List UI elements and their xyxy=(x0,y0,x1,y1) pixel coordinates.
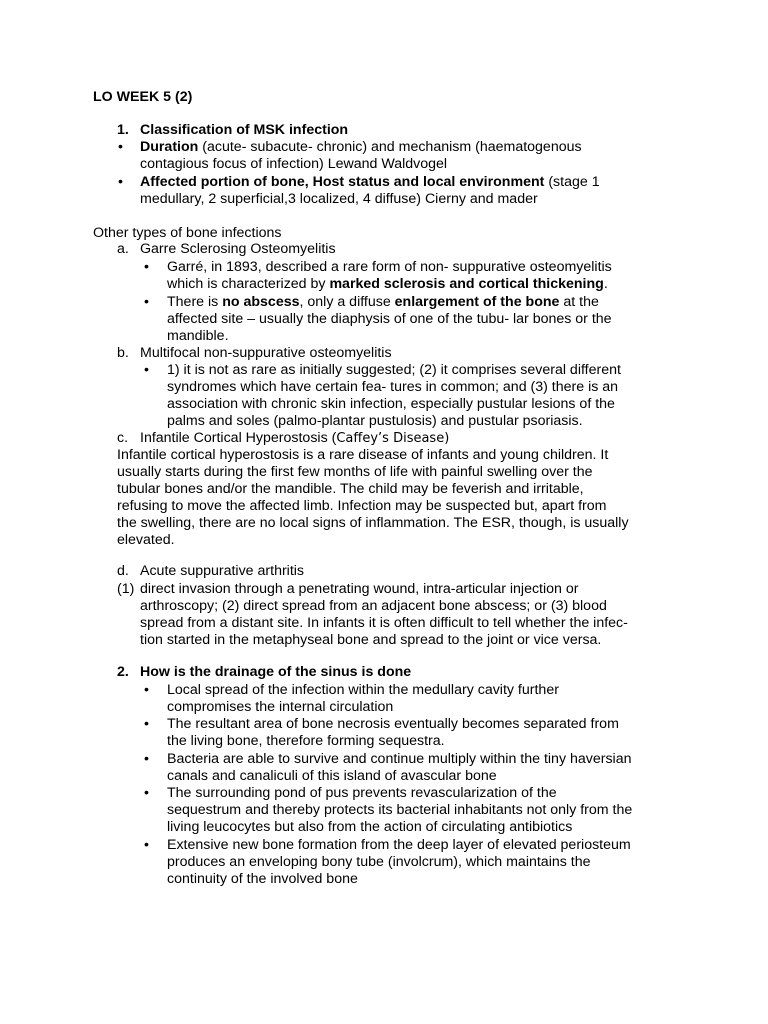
bullet-icon: • xyxy=(144,294,149,310)
item-d-title: Acute suppurative arthritis xyxy=(140,563,305,579)
item-d-line: arthroscopy; (2) direct spread from an adjacent bone abscess; or (3) blood xyxy=(140,598,607,614)
q2-bullet-line: compromises the internal circulation xyxy=(167,699,394,715)
item-a-bullet1-line2 xyxy=(167,276,608,293)
text-span: at the xyxy=(559,294,599,310)
q1-bullet-duration-line2: contagious focus of infection) Lewand Waldvogel xyxy=(140,156,448,172)
other-types-intro: Other types of bone infections xyxy=(93,225,282,241)
item-a-label: a. xyxy=(117,241,129,257)
item-b-label: b. xyxy=(117,345,129,361)
item-b-line: syndromes which have certain fea- tures in common; and (3) there is an xyxy=(167,379,619,395)
bold-term: enlargement of the bone xyxy=(394,294,560,310)
q2-bullet-line: Local spread of the infection within the medullary cavity further xyxy=(167,682,559,698)
bullet-text: (stage 1 xyxy=(544,174,600,190)
item-c-label: c. xyxy=(117,430,129,446)
q1-bullet-duration xyxy=(140,139,582,156)
q2-bullet-line: continuity of the involved bone xyxy=(167,871,358,887)
q1-bullet-affected-line2: medullary, 2 superficial,3 localized, 4 diffuse) Cierny and mader xyxy=(140,191,538,207)
item-a-bullet2-line1 xyxy=(167,294,599,311)
q2-bullet-line: Extensive new bone formation from the deep layer of elevated periosteum xyxy=(167,837,631,853)
item-b-line: palms and soles (palmo-plantar pustulosis) and pustular psoriasis. xyxy=(167,413,583,429)
q2-bullet-line: The surrounding pond of pus prevents revascularization of the xyxy=(167,785,557,801)
bullet-icon: • xyxy=(144,837,149,853)
bullet-icon: • xyxy=(144,716,149,732)
item-b-line: association with chronic skin infection, especially pustular lesions of the xyxy=(167,396,615,412)
text-span: which is characterized by xyxy=(167,276,330,292)
item-a-bullet1-line1: Garré, in 1893, described a rare form of non- suppurative osteomyelitis xyxy=(167,259,612,275)
item-a-bullet2-line2: affected site – usually the diaphysis of one of the tubu- lar bones or the xyxy=(167,311,612,327)
bullet-icon: • xyxy=(144,362,149,378)
item-c-line: Infantile cortical hyperostosis is a rare disease of infants and young children. It xyxy=(117,447,609,463)
bullet-icon: • xyxy=(118,139,123,155)
q2-bullet-line: canals and canaliculi of this island of avascular bone xyxy=(167,768,497,784)
q1-bullet-affected xyxy=(140,174,600,191)
item-c-line: elevated. xyxy=(117,532,175,548)
bullet-icon: • xyxy=(144,751,149,767)
bold-term: no abscess xyxy=(222,294,300,310)
q2-bullet-line: produces an enveloping bony tube (involcrum), which maintains the xyxy=(167,854,591,870)
text-span: Infantile Cortical Hyperostosis ( xyxy=(140,430,337,446)
item-b-title: Multifocal non-suppurative osteomyelitis xyxy=(140,345,392,361)
q2-bullet-line: The resultant area of bone necrosis eventually becomes separated from xyxy=(167,716,619,732)
q2-heading: How is the drainage of the sinus is done xyxy=(140,664,412,680)
item-d-line: spread from a distant site. In infants it is often difficult to tell whether the infec- xyxy=(140,615,628,631)
item-c-line: the swelling, there are no local signs of inflammation. The ESR, though, is usually xyxy=(117,515,629,531)
text-span: Caffey’s Disease) xyxy=(336,431,450,446)
item-c-title xyxy=(140,430,449,447)
bullet-icon: • xyxy=(144,259,149,275)
bullet-icon: • xyxy=(118,174,123,190)
q2-bullet-line: the living bone, therefore forming sequestra. xyxy=(167,733,445,749)
bold-term: Affected portion of bone, Host status and local environment xyxy=(140,174,545,190)
text-span: , only a diffuse xyxy=(299,294,395,310)
bold-term: Duration xyxy=(140,139,199,155)
q2-bullet-line: living leucocytes but also from the action of circulating antibiotics xyxy=(167,819,573,835)
item-c-line: refusing to move the affected limb. Infection may be suspected but, apart from xyxy=(117,498,607,514)
page-title: LO WEEK 5 (2) xyxy=(93,89,193,105)
q1-heading: Classification of MSK infection xyxy=(140,122,349,138)
text-span: There is xyxy=(167,294,223,310)
bold-term: marked sclerosis and cortical thickening xyxy=(329,276,604,292)
item-d-line: direct invasion through a penetrating wound, intra-articular injection or xyxy=(140,581,579,597)
q2-number: 2. xyxy=(117,664,129,680)
item-d-line: tion started in the metaphyseal bone and spread to the joint or vice versa. xyxy=(140,632,602,648)
text-span: . xyxy=(603,276,608,292)
bullet-icon: • xyxy=(144,785,149,801)
q2-bullet-line: sequestrum and thereby protects its bacterial inhabitants not only from the xyxy=(167,802,633,818)
item-d-number: (1) xyxy=(117,581,135,597)
q1-number: 1. xyxy=(117,122,129,138)
bullet-text: (acute- subacute- chronic) and mechanism (haematogenous xyxy=(198,139,582,155)
q2-bullet-line: Bacteria are able to survive and continue multiply within the tiny haversian xyxy=(167,751,632,767)
item-c-line: usually starts during the first few months of life with painful swelling over the xyxy=(117,464,593,480)
item-c-line: tubular bones and/or the mandible. The child may be feverish and irritable, xyxy=(117,481,584,497)
item-d-label: d. xyxy=(117,563,129,579)
item-a-bullet2-line3: mandible. xyxy=(167,328,229,344)
item-a-title: Garre Sclerosing Osteomyelitis xyxy=(140,241,336,257)
bullet-icon: • xyxy=(144,682,149,698)
item-b-line: 1) it is not as rare as initially suggested; (2) it comprises several different xyxy=(167,362,621,378)
